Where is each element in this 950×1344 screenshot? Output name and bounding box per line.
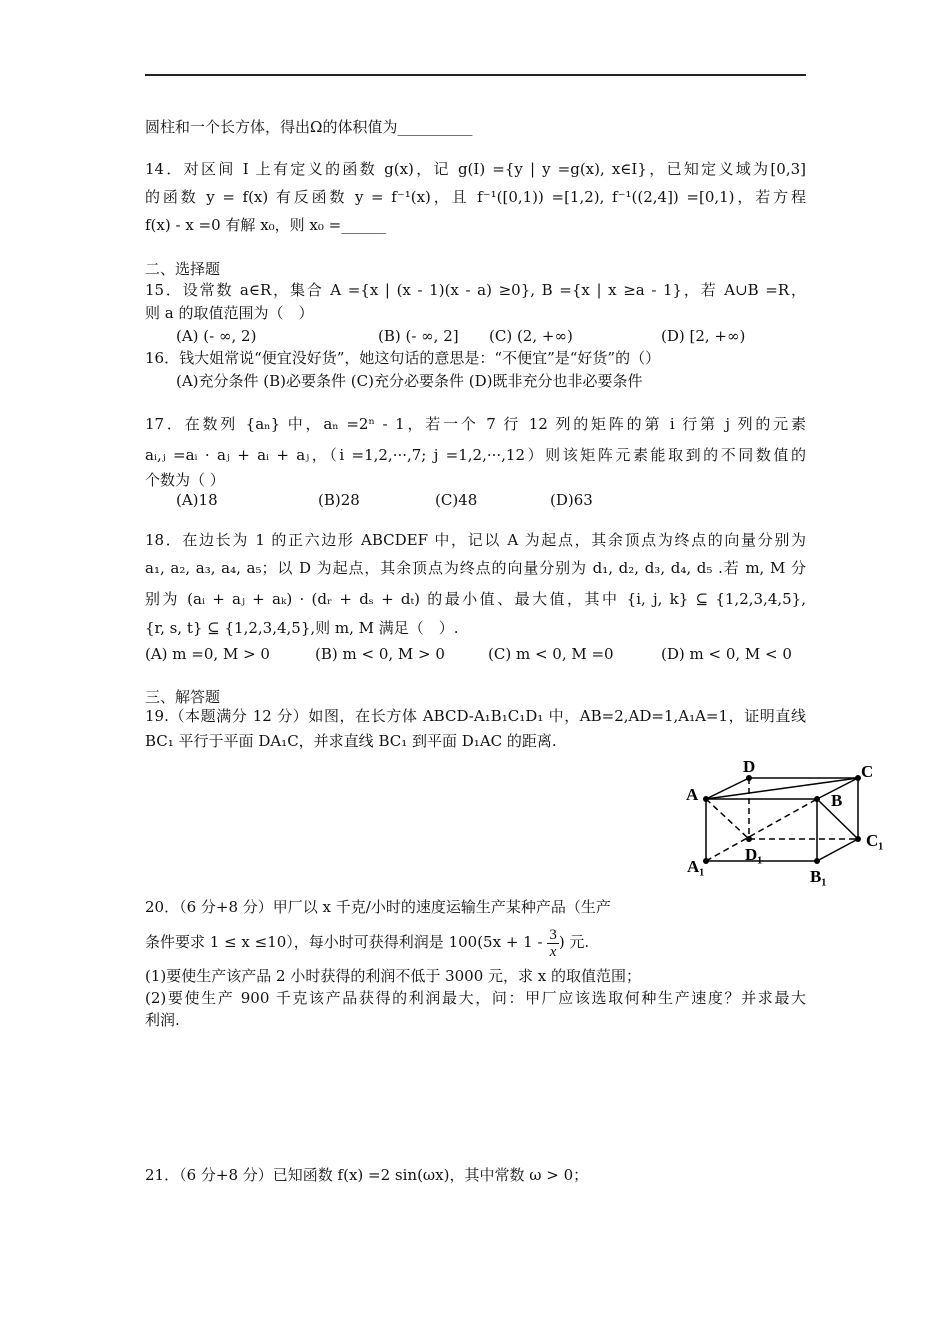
label-a1: A₁ — [687, 857, 705, 876]
q18-line2: a₁, a₂, a₃, a₄, a₅；以 D 为起点，其余顶点为终点的向量分别为 d₁, d₂, d₃, d₄, d₅ .若 m, M 分 — [145, 559, 806, 577]
q18-option-a: (A) m =0, M > 0 — [145, 645, 270, 663]
q20-line2-pre: 条件要求 1 ≤ x ≤10），每小时可获得利润是 100(5x + 1 - — [145, 933, 548, 951]
label-d1: D₁ — [745, 845, 763, 864]
fraction-numerator: 3 — [549, 926, 557, 943]
label-c: C — [861, 762, 874, 781]
q15-line1: 15．设常数 a∈R，集合 A ={x | (x - 1)(x - a) ≥0}, B ={x | x ≥a - 1}，若 A∪B =R， — [145, 281, 806, 299]
q17-option-b: (B)28 — [318, 491, 360, 509]
q18-option-b: (B) m < 0, M > 0 — [315, 645, 445, 663]
q20-part2-cont: 利润. — [145, 1011, 180, 1029]
q19-line1: 19.（本题满分 12 分）如图，在长方体 ABCD-A₁B₁C₁D₁ 中，AB=2,AD=1,A₁A=1，证明直线 — [145, 707, 806, 725]
q18-line3: 别为 (aᵢ + aⱼ + aₖ) · (dᵣ + dₛ + dₜ) 的最小值、最大值，其中 {i, j, k} ⊆ {1,2,3,4,5}, — [145, 590, 806, 608]
q17-line2: aᵢ,ⱼ =aᵢ · aⱼ + aᵢ + aⱼ，（i =1,2,···,7; j =1,2,···,12）则该矩阵元素能取到的不同数值的 — [145, 446, 806, 464]
q13-tail: 圆柱和一个长方体，得出Ω的体积值为__________ — [145, 118, 473, 136]
q18-option-d: (D) m < 0, M < 0 — [661, 645, 792, 663]
q17-line3: 个数为（ ） — [145, 471, 225, 489]
q15-option-c: (C) (2, +∞) — [489, 327, 573, 345]
q14-line3: f(x) - x =0 有解 x₀，则 x₀ =______ — [145, 216, 387, 234]
fraction-denominator: x — [549, 943, 557, 960]
q20-part1: (1)要使生产该产品 2 小时获得的利润不低于 3000 元，求 x 的取值范围； — [145, 967, 642, 985]
label-c1: C₁ — [866, 831, 884, 850]
q17-option-a: (A)18 — [176, 491, 218, 509]
q17-option-d: (D)63 — [550, 491, 593, 509]
q18-line1: 18．在边长为 1 的正六边形 ABCDEF 中，记以 A 为起点，其余顶点为终点的向量分别为 — [145, 531, 806, 549]
q14-line1: 14．对区间 I 上有定义的函数 g(x)，记 g(I) ={y | y =g(x), x∈I}，已知定义域为[0,3] — [145, 160, 806, 178]
q16-line1: 16．钱大姐常说“便宜没好货”，她这句话的意思是：“不便宜”是“好货”的（） — [145, 349, 661, 367]
q18-option-c: (C) m < 0, M =0 — [488, 645, 614, 663]
section2-heading: 二、选择题 — [145, 260, 221, 278]
q14-line2: 的函数 y = f(x) 有反函数 y = f⁻¹(x)，且 f⁻¹([0,1)) =[1,2), f⁻¹((2,4]) =[0,1)，若方程 — [145, 188, 806, 206]
label-a: A — [686, 785, 699, 804]
label-b1: B₁ — [810, 867, 827, 886]
q20-line2-post: ) 元. — [558, 933, 590, 951]
label-b: B — [831, 791, 843, 810]
label-d: D — [743, 757, 756, 776]
q20-line2 — [145, 924, 589, 960]
q17-line1: 17．在数列 {aₙ} 中，aₙ =2ⁿ - 1，若一个 7 行 12 列的矩阵的第 i 行第 j 列的元素 — [145, 415, 806, 433]
q15-line2: 则 a 的取值范围为（ ） — [145, 304, 314, 322]
q20-part2: (2)要使生产 900 千克该产品获得的利润最大，问：甲厂应该选取何种生产速度？并求最大 — [145, 989, 806, 1007]
q15-option-a: (A) (- ∞, 2) — [176, 327, 257, 345]
q15-option-b: (B) (- ∞, 2] — [378, 327, 459, 345]
q19-line2: BC₁ 平行于平面 DA₁C，并求直线 BC₁ 到平面 D₁AC 的距离. — [145, 732, 557, 750]
q20-line1: 20．（6 分+8 分）甲厂以 x 千克/小时的速度运输生产某种产品（生产 — [145, 898, 611, 916]
fraction — [547, 927, 559, 960]
q16-options: (A)充分条件 (B)必要条件 (C)充分必要条件 (D)既非充分也非必要条件 — [176, 372, 643, 390]
section3-heading: 三、解答题 — [145, 688, 221, 706]
q21-line1: 21．（6 分+8 分）已知函数 f(x) =2 sin(ωx)，其中常数 ω > 0； — [145, 1166, 589, 1184]
q18-line4: {r, s, t} ⊆ {1,2,3,4,5},则 m, M 满足（ ）. — [145, 619, 459, 637]
q17-option-c: (C)48 — [435, 491, 478, 509]
q15-option-d: (D) [2, +∞) — [661, 327, 746, 345]
